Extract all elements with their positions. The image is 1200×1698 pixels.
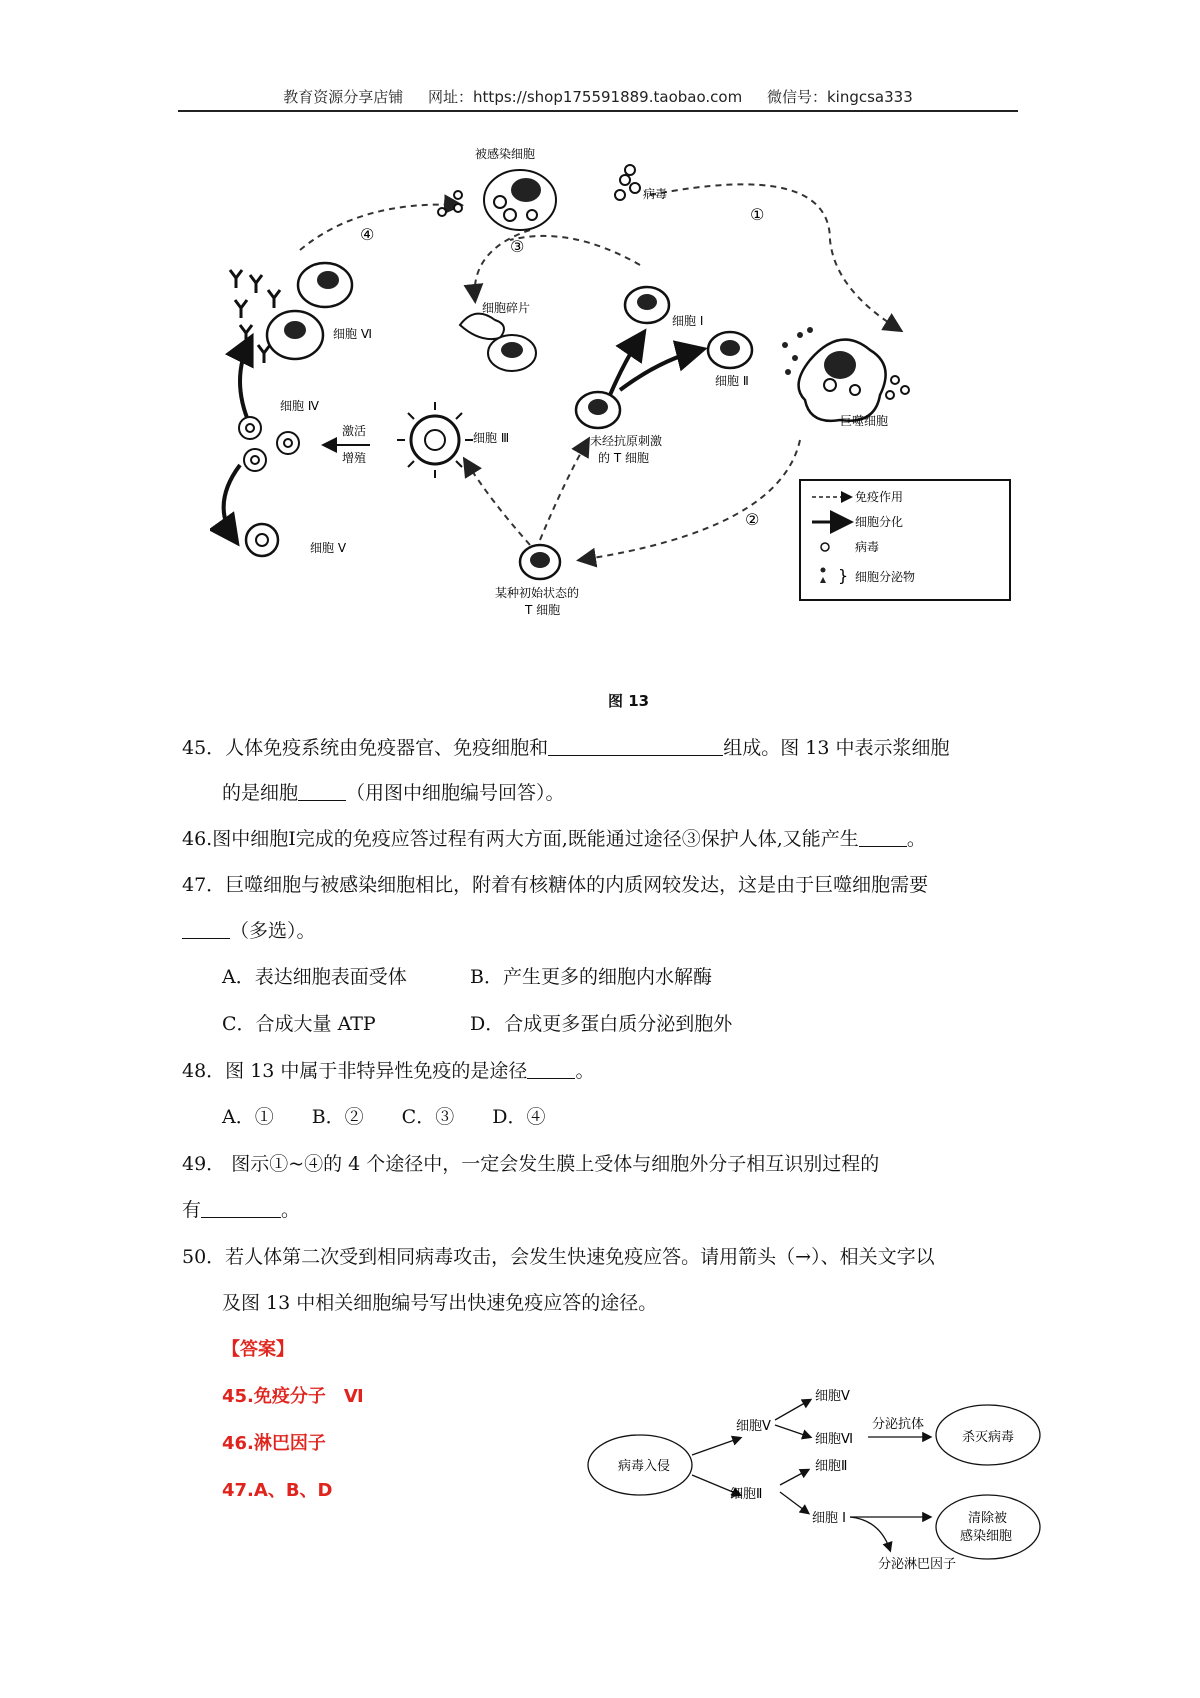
- q47-text-a: 47．巨噬细胞与被感染细胞相比，附着有核糖体的内质网较发达，这是由于巨噬细胞需要: [182, 874, 929, 896]
- label-infected-cell: 被感染细胞: [475, 147, 536, 161]
- q50-text-b: 及图 13 中相关细胞编号写出快速免疫应答的途径。: [222, 1292, 658, 1314]
- header-url: 网址：https://shop175591889.taobao.com: [428, 88, 743, 106]
- answer-50-flow-diagram: [580, 1370, 1120, 1600]
- question-47-line2: [182, 916, 316, 943]
- label-path-1: ①: [750, 205, 765, 224]
- q45-text-c: 的是细胞: [222, 782, 299, 804]
- label-naive-t-1: 未经抗原刺激: [590, 434, 663, 448]
- flow-cell-v-output: 细胞Ⅴ: [815, 1389, 850, 1404]
- legend-immune: 免疫作用: [855, 490, 904, 504]
- q48-text-a: 48．图 13 中属于非特异性免疫的是途径: [182, 1060, 528, 1082]
- q45-text-a: 45．人体免疫系统由免疫器官、免疫细胞和: [182, 737, 549, 759]
- flow-cell-ii-output: 细胞Ⅱ: [815, 1459, 848, 1474]
- infected-cell: [484, 170, 556, 230]
- legend-virus: 病毒: [855, 540, 880, 554]
- q49-text-b: 有: [182, 1199, 202, 1221]
- label-initial-t-1: 某种初始状态的: [495, 586, 580, 600]
- question-50-line2: [222, 1288, 657, 1315]
- legend-differentiation: 细胞分化: [855, 515, 904, 529]
- answer-heading: 【答案】: [222, 1339, 294, 1360]
- question-47: [182, 870, 928, 897]
- q47-option-b: B．产生更多的细胞内水解酶: [470, 966, 712, 988]
- label-cell-vi: 细胞 Ⅵ: [333, 327, 372, 341]
- legend: [800, 480, 1010, 600]
- header-wechat: 微信号：kingcsa333: [766, 88, 913, 106]
- label-proliferate: 增殖: [342, 451, 367, 465]
- diff-arrow-cell-ii: [620, 350, 700, 390]
- label-cell-debris: 细胞碎片: [482, 301, 531, 315]
- path-4-arrow: [300, 205, 460, 250]
- question-49-line2: [182, 1195, 300, 1222]
- answer-47: 47.A、B、D: [222, 1480, 333, 1501]
- label-path-4: ④: [360, 225, 375, 244]
- cell-vi: [267, 311, 323, 359]
- path-1-arrow: [650, 184, 900, 330]
- cell-debris: [460, 314, 536, 371]
- page-header: [178, 86, 1018, 107]
- initial-t-cell: [520, 545, 560, 579]
- q49-blank[interactable]: [201, 1199, 281, 1218]
- diff-arrow-cell-v: [224, 465, 240, 540]
- flow-clear-1: 清除被: [968, 1511, 1008, 1526]
- flow-virus-invasion: 病毒入侵: [618, 1459, 671, 1474]
- label-virus: 病毒: [643, 187, 668, 201]
- question-46: [182, 824, 926, 851]
- q49-text-a: 49． 图示①~④的 4 个途径中，一定会发生膜上受体与细胞外分子相互识别过程的: [182, 1153, 880, 1175]
- q48-text-b: 。: [575, 1060, 595, 1082]
- label-macrophage: 巨噬细胞: [840, 414, 889, 428]
- q45-text-b: 组成。图 13 中表示浆细胞: [723, 737, 950, 759]
- question-45-line2: [222, 778, 565, 805]
- virus-particles-top: [615, 165, 640, 200]
- naive-t-cell: [576, 392, 620, 428]
- label-initial-t-2: T 细胞: [525, 603, 561, 617]
- q47-text-b: （多选）。: [230, 920, 316, 942]
- label-cell-iii: 细胞 Ⅲ: [473, 431, 510, 445]
- label-cell-i: 细胞 Ⅰ: [672, 314, 704, 328]
- q45-blank-1[interactable]: [548, 737, 723, 756]
- q47-option-c: C．合成大量 ATP: [222, 1013, 376, 1035]
- q47-option-d: D．合成更多蛋白质分泌到胞外: [470, 1013, 733, 1035]
- cell-ii: [708, 332, 752, 368]
- legend-secretion: 细胞分泌物: [855, 570, 916, 584]
- label-cell-ii: 细胞 Ⅱ: [715, 374, 749, 388]
- flow-cell-vi: 细胞Ⅵ: [815, 1432, 853, 1447]
- flow-clear-2: 感染细胞: [960, 1529, 1013, 1544]
- answer-46: 46.淋巴因子: [222, 1433, 326, 1454]
- cell-i: [625, 287, 669, 323]
- label-path-3: ③: [510, 237, 525, 256]
- answer-45: 45.免疫分子 Ⅵ: [222, 1386, 364, 1407]
- q46-text-b: 。: [906, 828, 926, 850]
- virus-particles-left: [438, 191, 462, 216]
- question-49: [182, 1149, 879, 1176]
- q47-blank[interactable]: [182, 920, 230, 939]
- header-shop: 教育资源分享店铺: [283, 88, 404, 106]
- cell-iii: [397, 402, 473, 478]
- q48-options: A．① B．② C．③ D．④: [222, 1106, 546, 1128]
- diff-arrow-cell-vi: [240, 340, 250, 425]
- question-50: [182, 1242, 935, 1269]
- label-activate: 激活: [342, 424, 367, 438]
- tcell-to-naive-arrow: [540, 440, 588, 540]
- label-path-2: ②: [745, 510, 760, 529]
- flow-cell-ii: 细胞Ⅱ: [730, 1487, 763, 1502]
- q46-blank[interactable]: [859, 828, 907, 847]
- macrophage-viruses: [886, 376, 909, 399]
- path-3-source: [510, 236, 640, 265]
- q48-blank[interactable]: [527, 1060, 575, 1079]
- q49-text-c: 。: [281, 1199, 301, 1221]
- flow-cell-i: 细胞 Ⅰ: [812, 1511, 846, 1526]
- cell-iv: [239, 417, 299, 471]
- flow-cell-v: 细胞Ⅴ: [736, 1419, 771, 1434]
- flow-secrete-lymphokine: 分泌淋巴因子: [878, 1557, 957, 1572]
- q45-text-d: （用图中细胞编号回答）。: [346, 782, 565, 804]
- flow-kill-virus: 杀灭病毒: [962, 1430, 1015, 1445]
- label-cell-v: 细胞 Ⅴ: [310, 541, 347, 555]
- label-naive-t-2: 的 T 细胞: [598, 451, 649, 465]
- macrophage: [799, 340, 886, 421]
- tcell-to-cell-iii-arrow: [465, 460, 530, 545]
- figure-13-diagram: [210, 140, 1070, 680]
- legend-brace: }: [838, 566, 849, 585]
- cell-vi-upper: [298, 263, 352, 307]
- cell-v: [246, 524, 278, 556]
- q46-text-a: 46.图中细胞Ⅰ完成的免疫应答过程有两大方面,既能通过途径③保护人体,又能产生: [182, 828, 859, 850]
- flow-secrete-antibody: 分泌抗体: [872, 1417, 925, 1432]
- q50-text-a: 50．若人体第二次受到相同病毒攻击，会发生快速免疫应答。请用箭头（→）、相关文字以: [182, 1246, 935, 1268]
- q45-blank-2[interactable]: [298, 782, 346, 801]
- label-cell-iv: 细胞 Ⅳ: [280, 399, 319, 413]
- node-clear-infected-oval: [936, 1495, 1040, 1559]
- header-divider: [178, 110, 1018, 112]
- figure-caption: 图 13: [608, 692, 650, 710]
- question-48: [182, 1056, 594, 1083]
- question-45: [182, 733, 949, 760]
- q47-option-a: A．表达细胞表面受体: [222, 966, 407, 988]
